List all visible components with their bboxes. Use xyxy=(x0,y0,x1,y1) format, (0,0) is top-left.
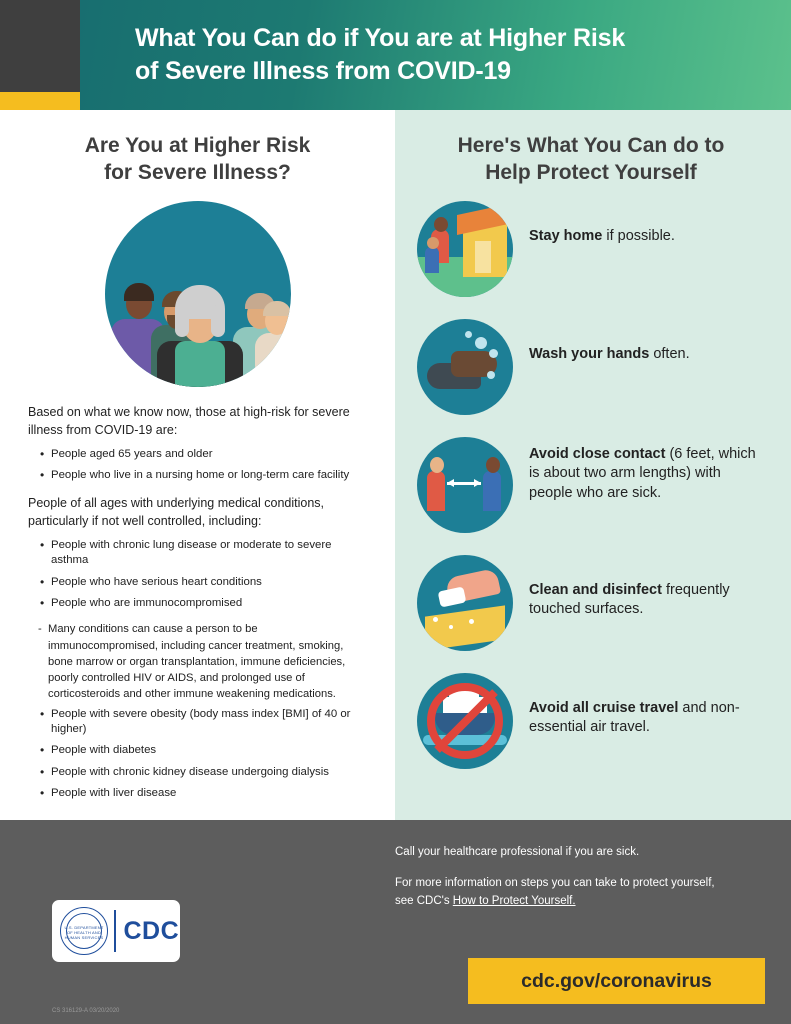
right-title-line1: Here's What You Can do to xyxy=(457,134,725,157)
header-banner xyxy=(0,0,791,110)
list-item: • People with severe obesity (body mass index [BMI] of 40 or higher) xyxy=(38,707,367,738)
list-item: • People with chronic kidney disease undergoing dialysis xyxy=(38,765,367,780)
risk-list-1 xyxy=(28,447,367,484)
left-column xyxy=(0,110,395,820)
tip-rest: and non-essential air travel. xyxy=(529,699,740,736)
tip-text xyxy=(529,319,690,365)
list-item: • People with chronic lung disease or moderate to severe asthma xyxy=(38,538,367,569)
content-columns xyxy=(0,110,791,820)
footer-line-2-text: For more information on steps you can take to protect yourself, see CDC's xyxy=(395,877,715,907)
tip-text xyxy=(529,437,765,504)
wash-hands-icon xyxy=(417,319,513,415)
sub-list-item: - Many conditions can cause a person to be immunocompromised, including cancer treatment, smoking, bone marrow or organ transplantation, immune deficiencies, poorly controlled HIV or AIDS, and prolonged use of corticosteroids and other immune weakening medications. xyxy=(36,621,367,702)
tip-rest: often. xyxy=(649,345,690,362)
list-item: • People with diabetes xyxy=(38,743,367,758)
right-column-title xyxy=(417,132,765,187)
tip-bold: Stay home xyxy=(529,227,603,244)
footer xyxy=(0,820,791,1024)
left-column-title xyxy=(28,132,367,187)
page-title-line2: of Severe Illness from COVID-19 xyxy=(135,57,511,85)
hhs-seal-icon xyxy=(60,907,108,955)
publication-id: CS 316129-A 03/20/2020 xyxy=(52,1008,120,1014)
list-item: • People aged 65 years and older xyxy=(38,447,367,462)
immunocompromised-subnote xyxy=(28,621,367,702)
tip-rest: if possible. xyxy=(602,227,675,244)
social-distance-icon xyxy=(417,437,513,533)
website-url-bar[interactable] xyxy=(468,958,765,1004)
header-dark-block xyxy=(0,0,80,92)
clean-disinfect-icon xyxy=(417,555,513,651)
tip-text xyxy=(529,673,765,738)
risk-list-3 xyxy=(28,707,367,802)
website-url: cdc.gov/coronavirus xyxy=(521,969,712,992)
tip-rest: (6 feet, which is about two arm lengths) with people who are sick. xyxy=(529,445,756,501)
left-lead-1: Based on what we know now, those at high-risk for severe illness from COVID-19 are: xyxy=(28,404,350,437)
risk-list-2 xyxy=(28,538,367,612)
tip-wash-hands xyxy=(417,319,765,415)
left-title-line2: for Severe Illness? xyxy=(104,161,291,185)
hhs-seal-text: U.S. DEPARTMENT OF HEALTH AND HUMAN SERVICES xyxy=(64,925,104,940)
list-item: • People with liver disease xyxy=(38,786,367,801)
footer-line-1: Call your healthcare professional if you are sick. xyxy=(395,846,640,858)
page-title xyxy=(135,22,761,88)
right-column xyxy=(395,110,791,820)
tip-stay-home xyxy=(417,201,765,297)
tip-bold: Clean and disinfect xyxy=(529,581,662,598)
footer-text-block xyxy=(395,844,725,924)
logo-divider xyxy=(114,910,116,952)
stay-home-icon xyxy=(417,201,513,297)
cdc-wordmark: CDC xyxy=(123,916,180,945)
page-title-line1: What You Can do if You are at Higher Risk xyxy=(135,24,626,52)
left-title-line1: Are You at Higher Risk xyxy=(84,134,311,157)
footer-line-2 xyxy=(395,875,725,910)
list-item: • People who are immunocompromised xyxy=(38,596,367,611)
list-item: • People who have serious heart conditions xyxy=(38,575,367,590)
tip-text xyxy=(529,201,675,247)
tip-bold: Avoid close contact xyxy=(529,445,666,462)
group-of-people-illustration xyxy=(105,201,291,387)
tip-avoid-close-contact xyxy=(417,437,765,533)
protect-yourself-link[interactable]: How to Protect Yourself. xyxy=(452,894,576,907)
header-yellow-accent xyxy=(0,92,80,110)
tip-clean-disinfect xyxy=(417,555,765,651)
tip-bold: Avoid all cruise travel xyxy=(529,699,679,716)
tip-rest: frequently touched surfaces. xyxy=(529,581,730,618)
tip-no-cruise-travel xyxy=(417,673,765,769)
cdc-logo xyxy=(52,900,180,962)
no-cruise-travel-icon xyxy=(417,673,513,769)
right-title-line2: Help Protect Yourself xyxy=(485,161,697,185)
left-lead-2: People of all ages with underlying medical conditions, particularly if not well controlled, including: xyxy=(28,495,325,528)
tip-text xyxy=(529,555,765,620)
tip-bold: Wash your hands xyxy=(529,345,650,362)
list-item: • People who live in a nursing home or long-term care facility xyxy=(38,468,367,483)
